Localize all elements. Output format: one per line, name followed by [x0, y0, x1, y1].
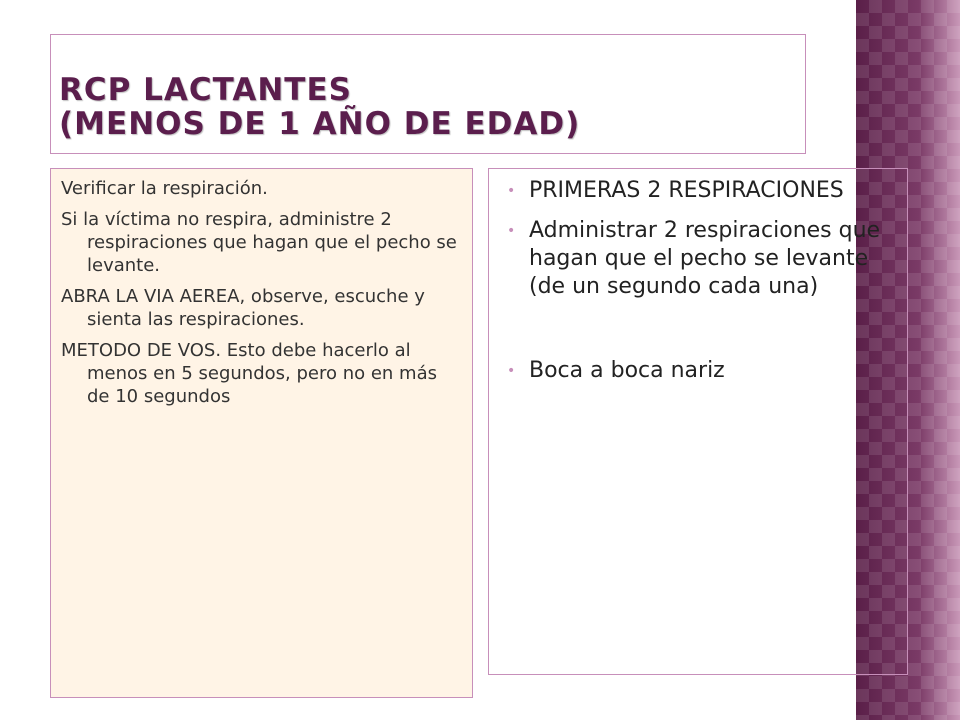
left-paragraph-open-airway: ABRA LA VIA AEREA, observe, escuche y sienta las respiraciones. — [61, 286, 425, 330]
bullet-icon: • — [507, 223, 516, 239]
bullet-icon: • — [507, 183, 516, 199]
bullet-text: Administrar 2 respiraciones que hagan que el pecho se levante (de un segundo cada una) — [529, 218, 881, 299]
left-paragraph-give-breaths: Si la víctima no respira, administre 2 respiraciones que hagan que el pecho se levante. — [61, 209, 457, 276]
left-paragraph-verify-breathing: Verificar la respiración. — [61, 178, 268, 199]
left-content-box — [50, 168, 473, 698]
left-paragraph-vos-method: METODO DE VOS. Esto debe hacerlo al menos en 5 segundos, pero no en más de 10 segundos — [61, 340, 437, 407]
slide-title-line-2: (MENOS DE 1 AÑO DE EDAD) — [59, 106, 581, 142]
bullet-icon: • — [507, 363, 516, 379]
bullet-mouth-to-mouth-nose — [503, 357, 897, 385]
right-content-box — [488, 168, 908, 675]
slide-title-box — [50, 34, 806, 154]
bullet-administer-breaths — [503, 217, 897, 301]
slide-title-line-1: RCP LACTANTES — [59, 72, 352, 108]
bullet-text: PRIMERAS 2 RESPIRACIONES — [529, 178, 844, 203]
bullet-text: Boca a boca nariz — [529, 358, 725, 383]
bullet-first-breaths — [503, 177, 897, 205]
